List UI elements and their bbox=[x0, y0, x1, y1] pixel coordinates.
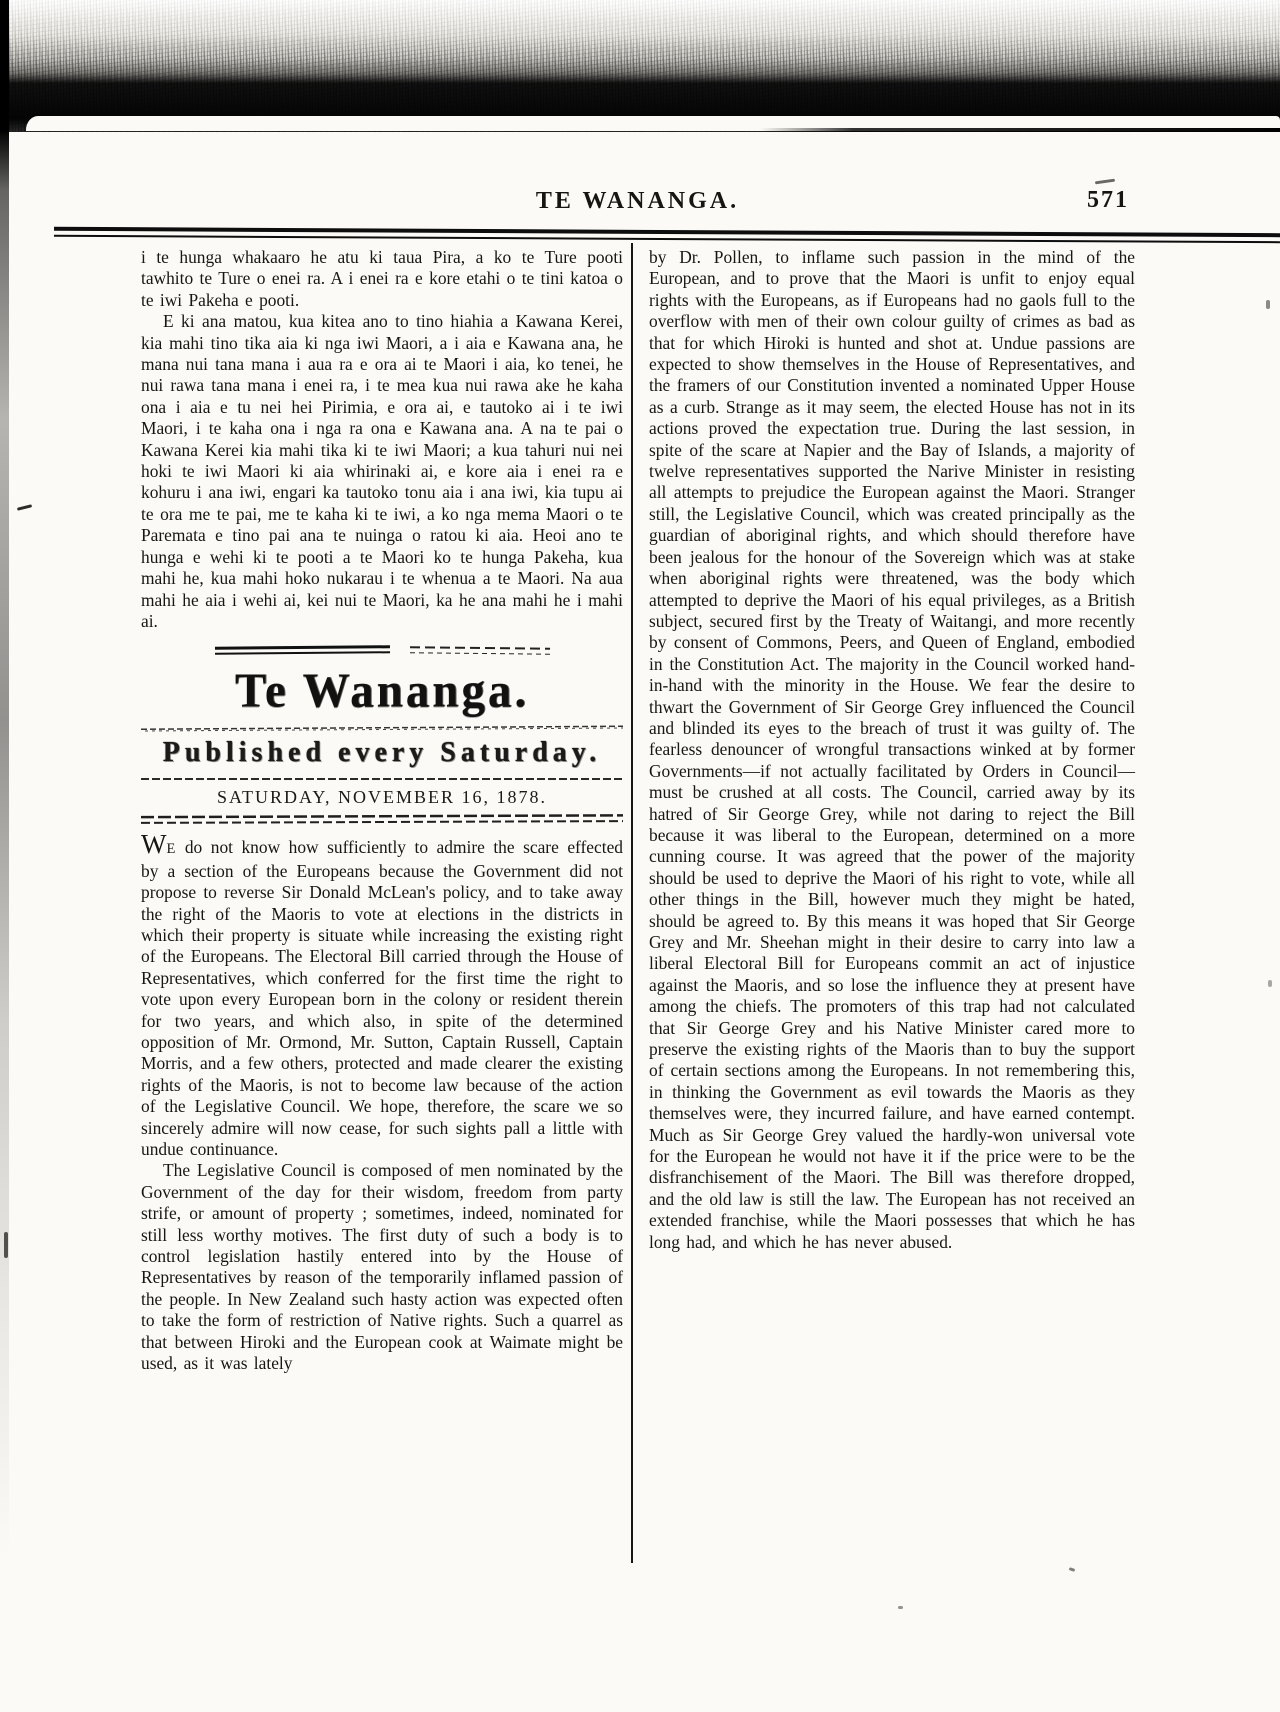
scan-artifact bbox=[17, 504, 32, 511]
editorial-paragraph: by Dr. Pollen, to inflame such passion in the mind of the European, and to prove that the Maori is unfit to enjoy equal rights with the Europeans, as if Europeans had no gaols full to the overflow with men of their own colour guilty of crimes as bad as that for which Hiroki is hunted and shot at. Undue passions are expected to show themselves in the House of Representatives, and the framers of our Constitution invented a nominated Upper House as a curb. Strange as it may seem, the elected House has not in its actions proved the expectation true. During the last session, in spite of the scare at Napier and the Bay of Islands, a majority of twelve representatives supported the Narive Minister in resisting all attempts to prejudice the European against the Maori. Stranger still, the Legislative Council, which was created principally as the guardian of aboriginal rights, and which should therefore have been jealous for the honour of the Sovereign which was at stake when aboriginal rights were threatened, was the body which attempted to deprive the Maori of his equal privileges, as a British subject, secured first by the Treaty of Waitangi, and more recently by consent of Commons, Peers, and Queen of England, embodied in the Constitution Act. The majority in the Council worked hand-in-hand with the minority in the House. We fear the desire to thwart the Government of Sir George Grey influenced the Council and blinded its eyes to the breach of trust it was guilty of. The fearless denouncer of wrongful transactions winked at by former Governments—if not actually facilitated by Orders in Council—must be crushed at all costs. The Council, carried away by its hatred of Sir George Grey, while not daring to reject the Bill because it was liberal to the European, determined on a more cunning course. It was agreed that the power of the majority should be used to deprive the Maori of his right to vote, while all other things in the Bill, however much they might be hated, should be agreed to. By this means it was hoped that Sir George Grey and Mr. Sheehan might in their desire to carry into law a liberal Electoral Bill for Europeans commit an act of injustice against the Maoris, and so lose the influence they at present have among the chiefs. The promoters of this trap had not calculated that Sir George Grey and his Native Minister cared more to preserve the existing rights of the Maoris than to buy the support of certain sections among the Europeans. In not remembering this, in thinking the Government as evil towards the Maoris as they themselves were, they incurred failure, and have earned contempt. Much as Sir George Grey valued the hardly-won universal vote for the European he would not have it if the price were to be the disfranchisement of the Maori. The Bill was therefore dropped, and the old law is still the law. The European has not received an extended franchise, while the Maori possesses that which he has long had, and which he has never abused. bbox=[649, 247, 1135, 1252]
maori-paragraph: E ki ana matou, kua kitea ano to tino hiahia a Kawana Kerei, kia mahi tino tika aia ki nga iwi Maori, a i aia e Kawana ana, he mana nui tana mana i aua ra e ora ai te Maori i aia, ko tenei, he nui rawa tana mana i enei ra, i te mea kua nui rawa ake he kaha ona i aia e tu nei hei Pirimia, e ora ai, e tautoko ai i te iwi Maori, i te kaha ona i nga ra ona e Kawana ana. A na te pai o Kawana Kerei kia mahi tika ki te iwi Maori; a kua tahuri nui nei hoki te iwi Maori ki aia whirinaki ai, e kore aia i enei ra e kohuru i ana iwi, engari ka tautoko tonu aia i ana iwi, kia tupu ai te ora me te pai, me te kaha ki te iwi, a ko nga mema Maori o te Paremata e tino pai ana te nuinga o ratou ki aia. Heoi ano te hunga e wehi ki te pooti a te Maori ko te hunga Pakeha, kua mahi he, kua mahi hoko nukarau i te whenua a te Maori. Na aua mahi he aia i wehi ai, kei nui te Maori, ka he ana mahi he i mahi ai. bbox=[141, 311, 623, 631]
masthead-rule-solid bbox=[214, 646, 389, 656]
maori-paragraph: i te hunga whakaaro he atu ki taua Pira, a ko te Ture pooti tawhito te Ture o enei ra. A i enei ra e kore etahi o te tini katoa o te iwi Pakeha e pooti. bbox=[141, 247, 623, 310]
scan-edge-strip bbox=[0, 0, 9, 1712]
masthead-title: Te Wananga. bbox=[234, 664, 530, 719]
masthead-subtitle: Published every Saturday. bbox=[162, 737, 602, 769]
editorial-paragraph bbox=[141, 829, 623, 1160]
newspaper-title: TE WANANGA. bbox=[535, 188, 740, 214]
lead-small-cap: E bbox=[166, 841, 177, 858]
masthead bbox=[141, 646, 623, 823]
scan-artifact bbox=[1268, 980, 1272, 987]
right-column bbox=[649, 247, 1135, 1253]
scan-artifact bbox=[760, 128, 1280, 132]
lead-capital: W bbox=[141, 829, 167, 860]
masthead-rule-dashed bbox=[141, 778, 623, 780]
scan-artifact bbox=[1266, 300, 1270, 309]
column-divider bbox=[631, 243, 633, 1563]
masthead-rule-dotted bbox=[141, 726, 623, 732]
masthead-top-rules bbox=[141, 646, 623, 654]
scan-artifact bbox=[898, 1606, 903, 1609]
scan-noise-band bbox=[0, 0, 1280, 132]
scan-artifact bbox=[4, 1232, 8, 1258]
left-column bbox=[141, 247, 623, 1374]
scan-artifact bbox=[1069, 1567, 1076, 1572]
paragraph-text: do not know how sufficiently to admire the scare effected by a section of the Europeans because the Government did not propose to reverse Sir Donald McLean's policy, and to take away the right of the Maoris to vote at elections in the districts in which their property is situate while increasing the existing right of the Europeans. The Electoral Bill carried through the House of Representatives, which conferred for the first time the right to vote upon every European born in the colony or resident therein for two years, and which also, in spite of the determined opposition of Mr. Ormond, Mr. Sutton, Captain Russell, Captain Morris, and a few others, protected and made clearer the existing rights of the Maoris, is not to become law because of the action of the Legislative Council. We hope, therefore, the scare we so sincerely admire will now cease, for such sights pall a little with undue continuance. bbox=[141, 837, 623, 1159]
masthead-dateline: SATURDAY, NOVEMBER 16, 1878. bbox=[216, 787, 548, 808]
header-rule bbox=[54, 227, 1280, 243]
editorial-paragraph: The Legislative Council is composed of men nominated by the Government of the day for their wisdom, freedom from party strife, or amount of property ; sometimes, indeed, nominated for still less worthy motives. The first duty of such a body is to control legislation hastily entered into by the House of Representatives by reason of the temporarily inflamed passion of the people. In New Zealand such hasty action was expected often to take the form of restriction of Native rights. Such a quarrel as that between Hiroki and the European cook at Waimate might be used, as it was lately bbox=[141, 1160, 623, 1374]
masthead-rule-double-dashed bbox=[141, 814, 623, 824]
page-number: 571 bbox=[1087, 187, 1129, 213]
masthead-rule-dashed bbox=[409, 646, 549, 654]
